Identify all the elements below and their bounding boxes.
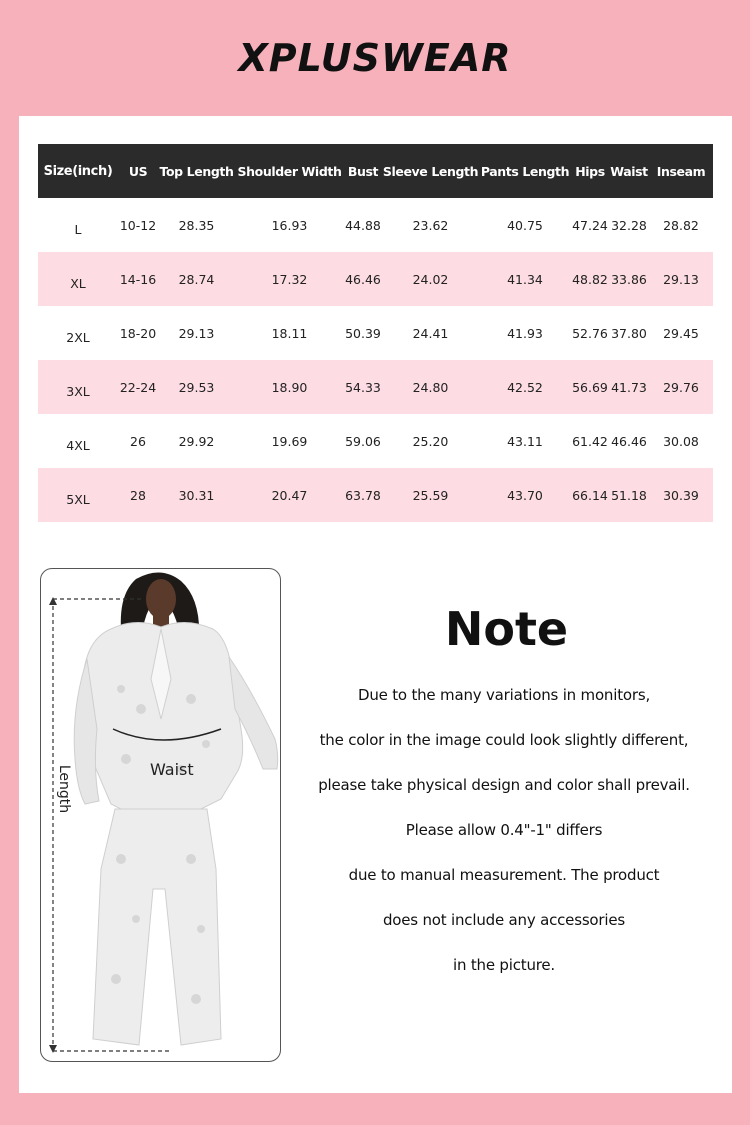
cell-waist: 46.46 (611, 433, 647, 449)
cell-shoulder-width: 20.47 (235, 468, 344, 522)
cell-bust: 54.33 (344, 360, 382, 414)
cell-hips: 47.24 (572, 217, 608, 233)
note-line: Please allow 0.4"-1" differs (405, 821, 603, 839)
note-text (289, 686, 719, 1001)
length-arrow-top (49, 597, 57, 605)
length-arrow-bottom (49, 1045, 57, 1053)
cell-bust: 63.78 (344, 468, 382, 522)
cell-inseam: 29.76 (649, 360, 713, 414)
cell-us: 18-20 (119, 325, 157, 341)
table-row (38, 252, 713, 306)
cell-shoulder-width: 18.11 (271, 325, 308, 341)
cell-size: 4XL (66, 437, 90, 453)
note-line: please take physical design and color shall prevail. (318, 776, 690, 794)
cell-bust: 50.39 (345, 325, 381, 341)
cell-top-length: 29.13 (178, 325, 215, 341)
cell-bust: 46.46 (344, 252, 382, 306)
cell-size: L (74, 221, 82, 237)
cell-sleeve-length: 24.41 (412, 325, 449, 341)
cell-top-length: 29.92 (178, 433, 215, 449)
col-header-size: Size(inch) (38, 144, 118, 198)
col-header-top-length: Top Length (158, 144, 235, 198)
note-title: Note (444, 602, 569, 656)
cell-hips: 56.69 (571, 360, 609, 414)
col-header-waist: Waist (609, 144, 649, 198)
col-header-sleeve-length: Sleeve Length (382, 144, 479, 198)
cell-waist: 51.18 (609, 468, 649, 522)
cell-sleeve-length: 25.59 (382, 468, 479, 522)
size-chart-table (38, 144, 713, 522)
cell-pants-length: 43.70 (479, 468, 571, 522)
cell-hips: 52.76 (572, 325, 608, 341)
col-header-shoulder-width: Shoulder Width (235, 144, 344, 198)
model-illustration (41, 569, 281, 1062)
cell-top-length: 28.74 (158, 252, 235, 306)
cell-bust: 44.88 (345, 217, 381, 233)
brand-logo: XPLUSWEAR (238, 36, 512, 80)
cell-inseam: 29.45 (663, 325, 699, 341)
table-row (38, 360, 713, 414)
cell-sleeve-length: 24.80 (382, 360, 479, 414)
length-label: Length (56, 764, 72, 814)
cell-sleeve-length: 24.02 (382, 252, 479, 306)
cell-waist: 37.80 (611, 325, 647, 341)
col-header-pants-length: Pants Length (479, 144, 571, 198)
table-header-row (38, 144, 713, 198)
col-header-inseam: Inseam (649, 144, 713, 198)
cell-us: 28 (118, 468, 158, 522)
cell-top-length: 28.35 (178, 217, 215, 233)
cell-pants-length: 41.34 (479, 252, 571, 306)
cell-top-length: 29.53 (158, 360, 235, 414)
cell-pants-length: 41.93 (507, 325, 543, 341)
cell-inseam: 30.39 (649, 468, 713, 522)
col-header-bust: Bust (344, 144, 382, 198)
model-figure (40, 568, 281, 1062)
cell-bust: 59.06 (345, 433, 381, 449)
cell-waist: 32.28 (611, 217, 647, 233)
cell-hips: 66.14 (571, 468, 609, 522)
cell-pants-length: 40.75 (507, 217, 543, 233)
cell-us: 14-16 (118, 252, 158, 306)
cell-pants-length: 42.52 (479, 360, 571, 414)
cell-us: 26 (130, 433, 146, 449)
col-header-hips: Hips (571, 144, 609, 198)
cell-shoulder-width: 17.32 (235, 252, 344, 306)
table-row (38, 468, 713, 522)
cell-size: 3XL (38, 360, 118, 414)
col-header-us: US (118, 144, 158, 198)
content-panel (19, 116, 732, 1093)
cell-us: 10-12 (119, 217, 157, 233)
cell-sleeve-length: 23.62 (412, 217, 449, 233)
cell-shoulder-width: 19.69 (271, 433, 308, 449)
cell-hips: 61.42 (572, 433, 608, 449)
waist-label: Waist (150, 760, 194, 779)
cell-us: 22-24 (118, 360, 158, 414)
cell-inseam: 30.08 (663, 433, 699, 449)
cell-size: 5XL (38, 468, 118, 522)
cell-waist: 41.73 (609, 360, 649, 414)
cell-inseam: 29.13 (649, 252, 713, 306)
cell-pants-length: 43.11 (507, 433, 543, 449)
note-line: Due to the many variations in monitors, (357, 686, 651, 704)
note-line: does not include any accessories (382, 911, 625, 929)
table-row (38, 306, 713, 360)
note-line: the color in the image could look slightly different, (319, 731, 689, 749)
table-row (38, 414, 713, 468)
cell-shoulder-width: 16.93 (271, 217, 308, 233)
note-line: due to manual measurement. The product (348, 866, 660, 884)
cell-hips: 48.82 (571, 252, 609, 306)
cell-size: 2XL (66, 329, 90, 345)
note-line: in the picture. (453, 956, 555, 974)
cell-shoulder-width: 18.90 (235, 360, 344, 414)
cell-top-length: 30.31 (158, 468, 235, 522)
cell-sleeve-length: 25.20 (412, 433, 449, 449)
cell-size: XL (38, 252, 118, 306)
table-row (38, 198, 713, 252)
cell-waist: 33.86 (609, 252, 649, 306)
cell-inseam: 28.82 (663, 217, 699, 233)
